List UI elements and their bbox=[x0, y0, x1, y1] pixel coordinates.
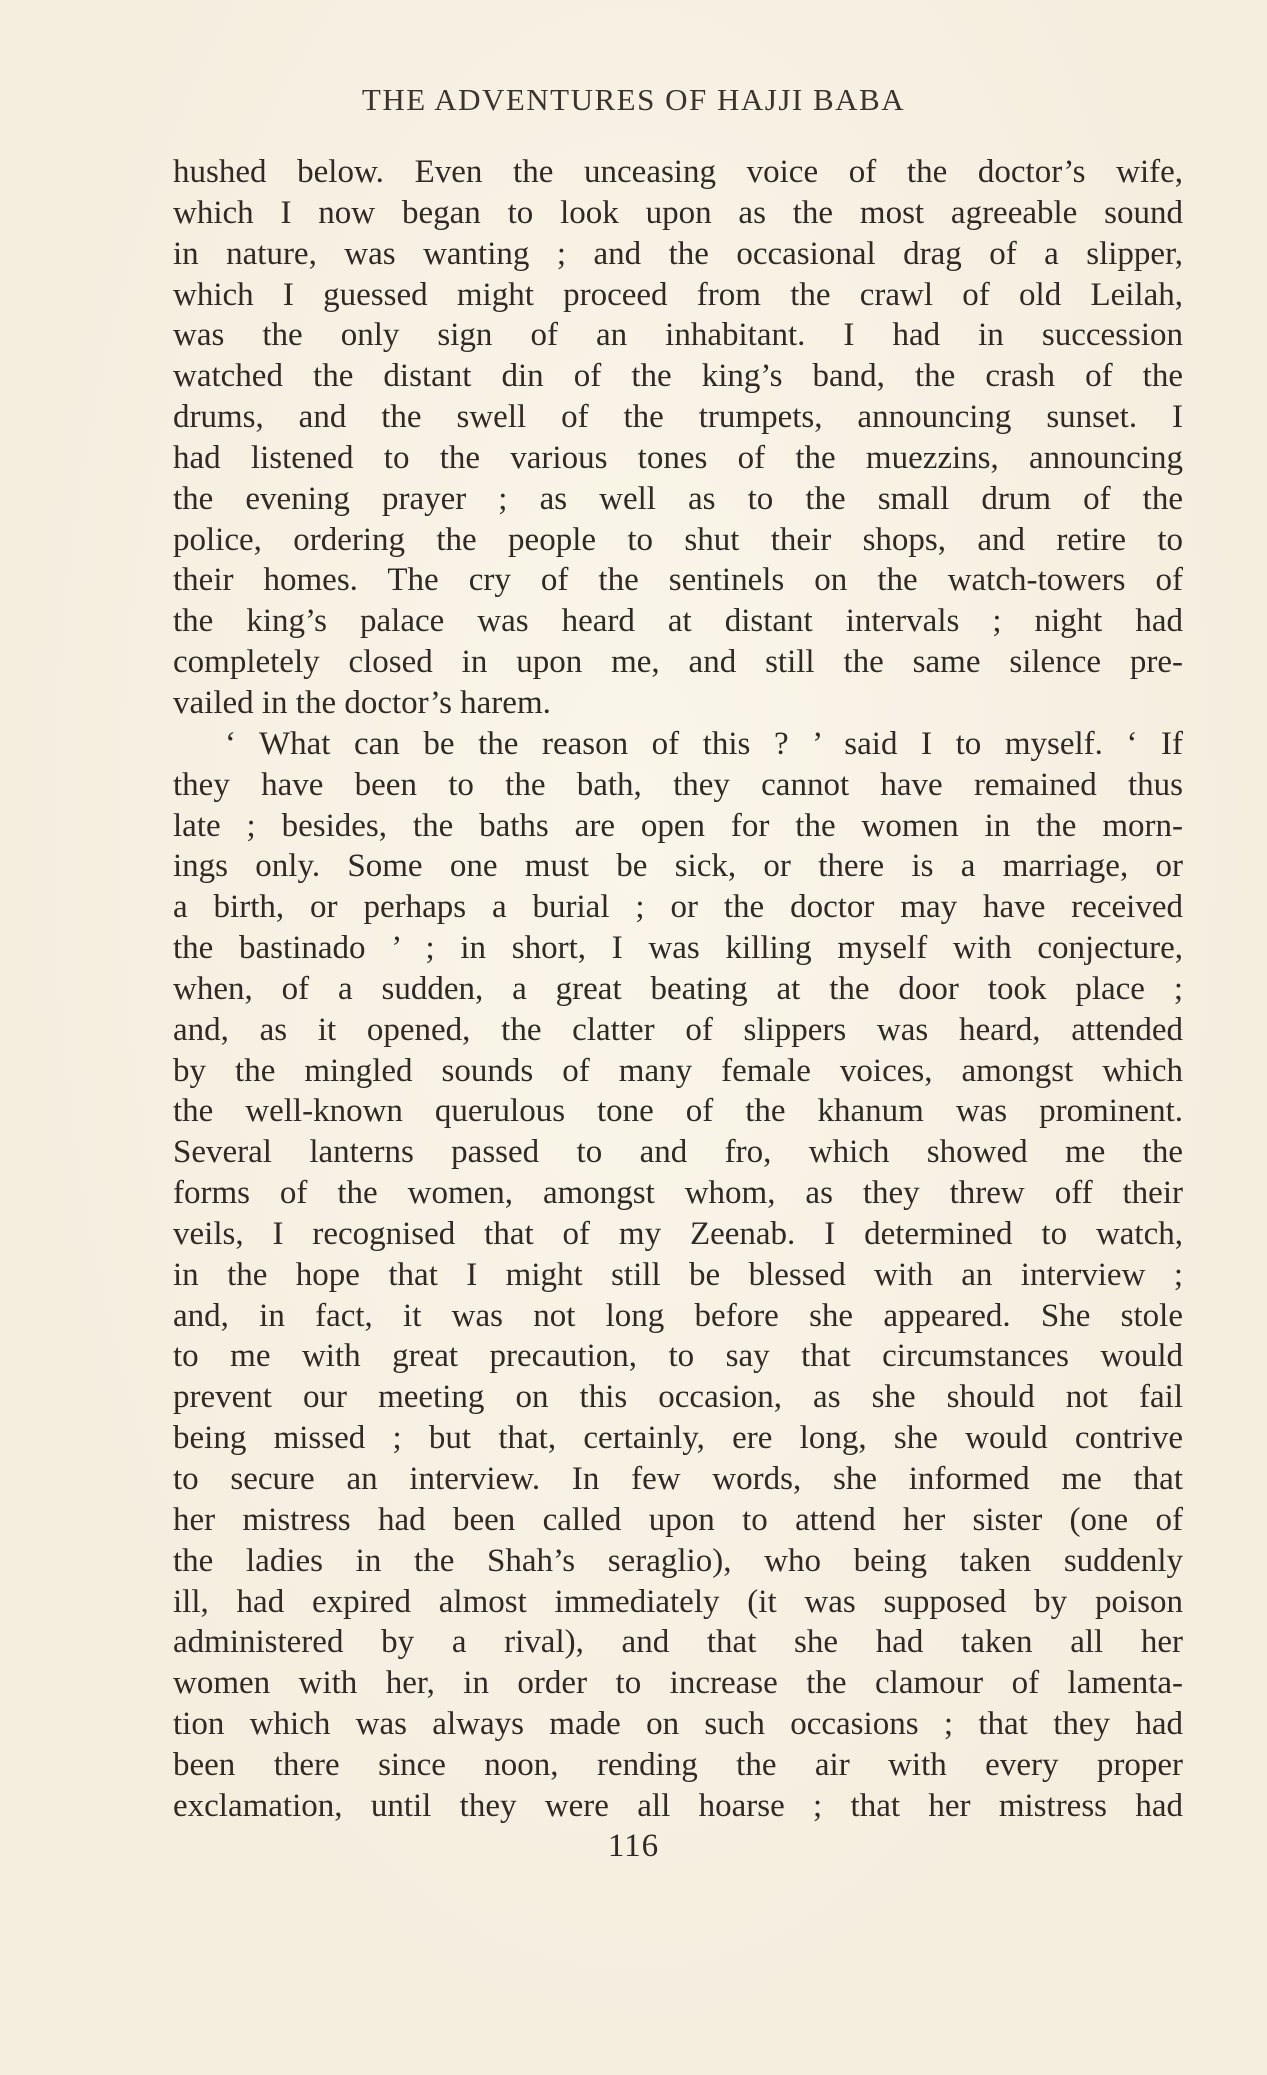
text-line: to secure an interview. In few words, she informed me that bbox=[173, 1461, 1183, 1497]
text-line: when, of a sudden, a great beating at the door took place ; bbox=[173, 970, 1183, 1007]
text-line: which I guessed might proceed from the crawl of old Leilah, bbox=[173, 276, 1183, 313]
text-line: ings only. Some one must be sick, or there is a marriage, or bbox=[173, 848, 1183, 885]
text-line: late ; besides, the baths are open for the women in the morn- bbox=[173, 807, 1183, 844]
body-text bbox=[173, 152, 1183, 1827]
text-line: hushed below. Even the unceasing voice of the doctor’s wife, bbox=[173, 154, 1183, 190]
text-line: had listened to the various tones of the muezzins, announcing bbox=[173, 439, 1183, 476]
text-line: veils, I recognised that of my Zeenab. I determined to watch, bbox=[173, 1215, 1183, 1252]
text-line: the bastinado ’ ; in short, I was killing myself with conjecture, bbox=[173, 930, 1183, 967]
text-line: in nature, was wanting ; and the occasional drag of a slipper, bbox=[173, 235, 1183, 272]
text-line: drums, and the swell of the trumpets, announcing sunset. I bbox=[173, 399, 1183, 436]
text-line: the king’s palace was heard at distant intervals ; night had bbox=[173, 603, 1183, 640]
text-line: her mistress had been called upon to attend her sister (one of bbox=[173, 1501, 1183, 1538]
text-line: been there since noon, rending the air with every proper bbox=[173, 1746, 1183, 1783]
text-line: being missed ; but that, certainly, ere long, she would contrive bbox=[173, 1420, 1183, 1457]
text-line: the well-known querulous tone of the khanum was prominent. bbox=[173, 1093, 1183, 1130]
paragraph-end-line: vailed in the doctor’s harem. bbox=[173, 684, 551, 721]
text-line: the ladies in the Shah’s seraglio), who being taken suddenly bbox=[173, 1542, 1183, 1579]
text-line: the evening prayer ; as well as to the small drum of the bbox=[173, 480, 1183, 517]
text-line: a birth, or perhaps a burial ; or the doctor may have received bbox=[173, 889, 1183, 926]
text-line: watched the distant din of the king’s band, the crash of the bbox=[173, 358, 1183, 395]
text-line: which I now began to look upon as the most agreeable sound bbox=[173, 194, 1183, 231]
text-line: exclamation, until they were all hoarse ; that her mistress had bbox=[173, 1787, 1183, 1824]
text-line: and, as it opened, the clatter of slippers was heard, attended bbox=[173, 1011, 1183, 1048]
text-line: by the mingled sounds of many female voices, amongst which bbox=[173, 1052, 1183, 1089]
text-line: Several lanterns passed to and fro, which showed me the bbox=[173, 1134, 1183, 1171]
running-title: THE ADVENTURES OF HAJJI BABA bbox=[361, 82, 906, 117]
text-line: forms of the women, amongst whom, as they threw off their bbox=[173, 1175, 1183, 1212]
text-line: administered by a rival), and that she had taken all her bbox=[173, 1624, 1183, 1661]
text-line: and, in fact, it was not long before she appeared. She stole bbox=[173, 1297, 1183, 1334]
text-line: they have been to the bath, they cannot have remained thus bbox=[173, 766, 1183, 803]
text-line: to me with great precaution, to say that circumstances would bbox=[173, 1338, 1183, 1375]
text-line: in the hope that I might still be blessed with an interview ; bbox=[173, 1256, 1183, 1293]
text-line: was the only sign of an inhabitant. I had in succession bbox=[173, 317, 1183, 354]
text-line: their homes. The cry of the sentinels on the watch-towers of bbox=[173, 562, 1183, 599]
text-line: prevent our meeting on this occasion, as she should not fail bbox=[173, 1379, 1183, 1416]
text-line: ill, had expired almost immediately (it was supposed by poison bbox=[173, 1583, 1183, 1620]
text-line: women with her, in order to increase the clamour of lamenta- bbox=[173, 1665, 1183, 1702]
text-line: police, ordering the people to shut their shops, and retire to bbox=[173, 521, 1183, 558]
text-line: completely closed in upon me, and still the same silence pre- bbox=[173, 644, 1183, 681]
page-number: 116 bbox=[607, 1828, 660, 1864]
paragraph-start-line: ‘ What can be the reason of this ? ’ said I to myself. ‘ If bbox=[225, 725, 1183, 762]
text-line: tion which was always made on such occasions ; that they had bbox=[173, 1706, 1183, 1743]
